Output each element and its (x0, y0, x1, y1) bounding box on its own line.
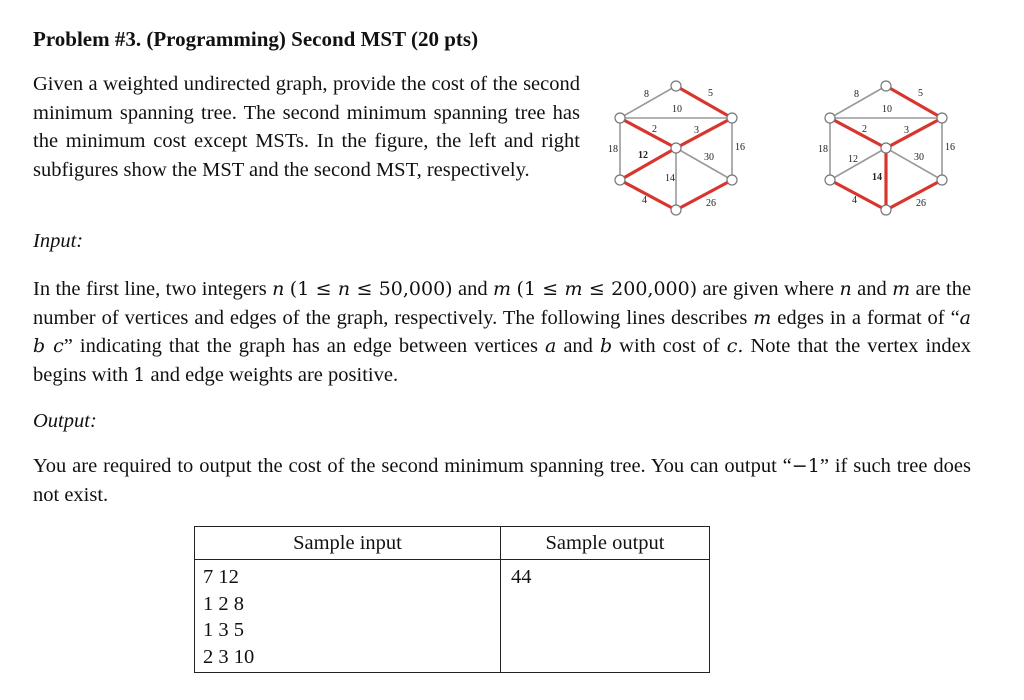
weight-label: 30 (704, 152, 714, 163)
node-top (671, 81, 681, 91)
edge-5-tree (676, 86, 732, 118)
sample-input-cell (195, 560, 501, 673)
weight-label: 16 (735, 142, 745, 153)
edge-4-tree (620, 180, 676, 210)
weight-label: 26 (916, 198, 926, 209)
weight-label: 5 (918, 88, 923, 99)
node-top (881, 81, 891, 91)
sample-output-value: 44 (511, 566, 532, 588)
node-upper-left (615, 113, 625, 123)
second-mst-figure (818, 76, 958, 222)
sample-input-line: 1 2 8 (203, 592, 244, 615)
text-span: and (452, 278, 494, 300)
sample-input-line: 7 12 (203, 566, 239, 588)
weight-label: 8 (644, 89, 649, 100)
math-range: (1 ≤ (289, 278, 338, 300)
output-heading: Output: (33, 410, 97, 432)
text-span: are the number of vertices and edges of the graph, respectively. The following lines describes (33, 278, 972, 329)
math-n: n (272, 278, 285, 300)
text-span: Note that the vertex index begins with (33, 335, 971, 386)
math-range: ≤ 50,000) (350, 278, 453, 300)
intro-paragraph: Given a weighted undirected graph, provide the cost of the second minimum spanning tree. The second minimum spanning tree has the minimum cost except MSTs. In the figure, the left and right subfigures show the MST and the second MST, respectively. (33, 73, 580, 181)
math-a: a (544, 335, 557, 358)
output-description (33, 452, 971, 509)
math-m: m (753, 306, 772, 329)
sample-body-row (195, 560, 710, 673)
math-range: (1 ≤ (516, 278, 565, 300)
weight-label: 3 (694, 125, 699, 136)
math-neg-one: −1 (791, 455, 820, 477)
weight-label: 26 (706, 198, 716, 209)
math-abc: a b c (33, 306, 971, 358)
math-n: n (839, 278, 852, 300)
weight-label: 18 (608, 144, 618, 155)
weight-label: 16 (945, 142, 955, 153)
input-description (33, 275, 971, 389)
edge-26-tree (676, 180, 732, 210)
weight-label: 4 (852, 195, 857, 206)
weight-label: 10 (882, 104, 892, 115)
node-upper-right (727, 113, 737, 123)
sample-output-header: Sample output (501, 527, 710, 560)
node-center (881, 143, 891, 153)
mst-figure (608, 76, 748, 222)
weight-label: 12 (638, 150, 648, 161)
node-upper-right (937, 113, 947, 123)
text-span: You are required to output the cost of the second minimum spanning tree. You can output “ (33, 455, 792, 477)
text-span: and (857, 278, 893, 300)
sample-table (194, 526, 710, 673)
edge-3-tree (676, 118, 732, 148)
weight-label: 10 (672, 104, 682, 115)
sample-input-header: Sample input (195, 527, 501, 560)
node-upper-left (825, 113, 835, 123)
math-c: c. (726, 335, 744, 358)
node-lower-right (727, 175, 737, 185)
math-m: m (564, 278, 583, 300)
edge-5-tree (886, 86, 942, 118)
node-lower-left (825, 175, 835, 185)
text-span: edges in a format of “ (771, 306, 960, 329)
node-bottom (881, 205, 891, 215)
math-m: m (892, 278, 911, 300)
edge-2-tree (830, 118, 886, 148)
edge-4-tree (830, 180, 886, 210)
math-n: n (337, 278, 351, 300)
text-span: and edge weights are positive. (145, 363, 399, 386)
text-span: In the first line, two integers (33, 278, 273, 300)
weight-label: 5 (708, 88, 713, 99)
node-lower-left (615, 175, 625, 185)
node-bottom (671, 205, 681, 215)
math-b: b (599, 335, 613, 358)
weight-label: 2 (652, 124, 657, 135)
math-m: m (493, 278, 512, 300)
sample-header-row (195, 527, 710, 560)
edge-3-tree (886, 118, 942, 148)
weight-label: 8 (854, 89, 859, 100)
weight-label: 14 (872, 172, 882, 183)
weight-label: 2 (862, 124, 867, 135)
text-span: with cost of (612, 335, 727, 358)
text-span: ” indicating that the graph has an edge between vertices (63, 335, 545, 358)
weight-label: 3 (904, 125, 909, 136)
problem-title: Problem #3. (Programming) Second MST (20 pts) (33, 27, 479, 51)
text-span: ” if such tree does not exist. (33, 455, 971, 506)
text-span: and (556, 335, 600, 358)
math-range: ≤ 200,000) (582, 278, 698, 300)
input-heading: Input: (33, 230, 84, 252)
weight-label: 4 (642, 195, 647, 206)
weight-label: 18 (818, 144, 828, 155)
weight-label: 14 (665, 173, 675, 184)
edge-2-tree (620, 118, 676, 148)
weight-label: 12 (848, 154, 858, 165)
sample-input-line: 1 3 5 (203, 619, 244, 641)
math-one: 1 (133, 363, 146, 386)
sample-output-cell (501, 560, 710, 673)
sample-input-line: 2 3 10 (203, 645, 255, 668)
node-lower-right (937, 175, 947, 185)
text-span: are given where (697, 278, 840, 300)
edge-26-tree (886, 180, 942, 210)
weight-label: 30 (914, 152, 924, 163)
node-center (671, 143, 681, 153)
